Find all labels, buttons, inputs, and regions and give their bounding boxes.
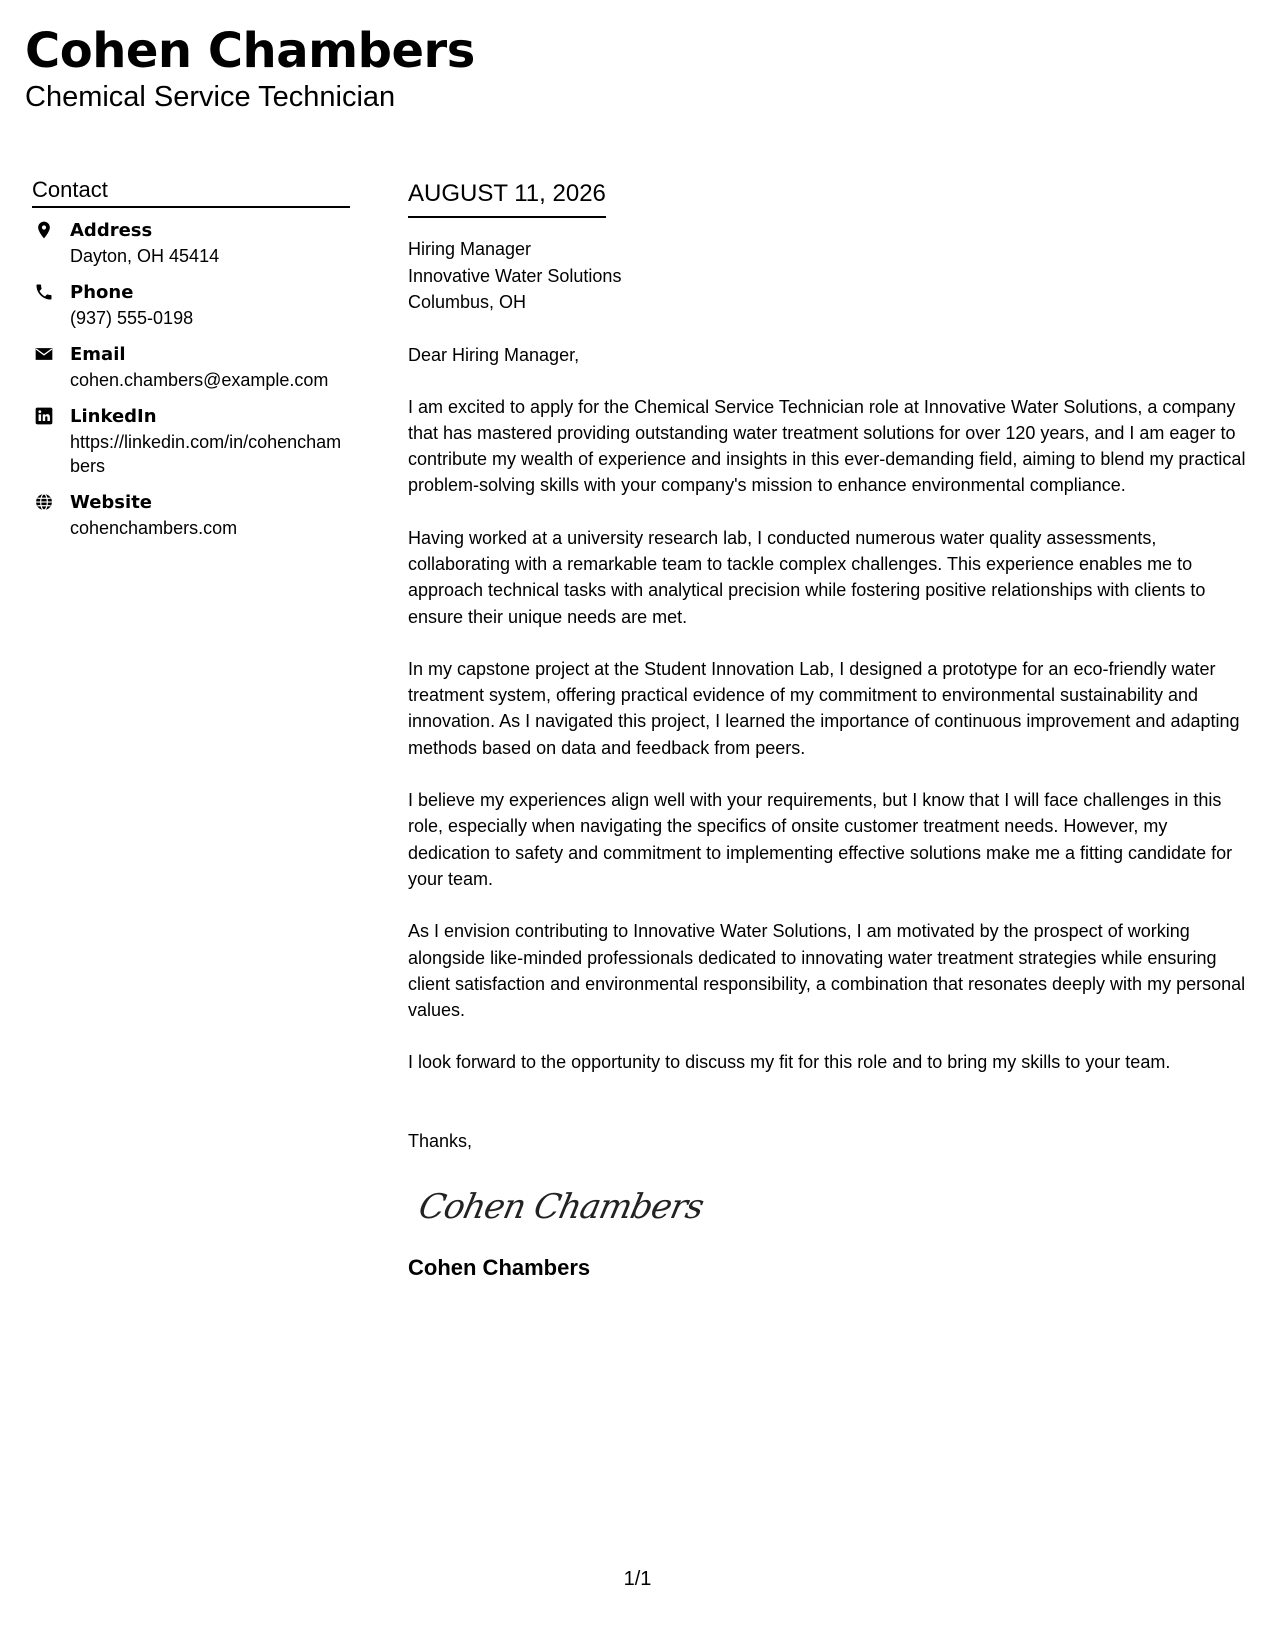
contact-item-address (32, 218, 350, 268)
contact-value-address: Dayton, OH 45414 (70, 246, 220, 266)
contact-label-website: Website (70, 492, 153, 513)
letter-date: AUGUST 11, 2026 (408, 180, 606, 207)
cover-letter-body (408, 178, 1248, 1282)
recipient-title: Hiring Manager (408, 239, 532, 259)
recipient-company: Innovative Water Solutions (408, 265, 622, 286)
contact-label-linkedin: LinkedIn (70, 406, 157, 427)
contact-item-website (32, 490, 350, 540)
contact-sidebar (32, 176, 350, 552)
envelope-icon (34, 344, 54, 364)
applicant-job-title: Chemical Service Technician (25, 81, 396, 113)
letter-paragraph: I am excited to apply for the Chemical Service Technician role at Innovative Water Solutions, a company that has mastered providing outstanding water treatment solutions for over 120 years, and I am eager to contribute my wealth of experience and insights in this ever-demanding field, aiming to blend my practical problem-solving skills with your company's mission to enhance environmental compliance. (408, 396, 1246, 496)
contact-value-phone: (937) 555-0198 (70, 308, 194, 328)
resume-header (25, 22, 475, 114)
contact-item-linkedin (32, 404, 350, 478)
salutation: Dear Hiring Manager, (408, 344, 580, 365)
letter-paragraph: As I envision contributing to Innovative Water Solutions, I am motivated by the prospect of working alongside like-minded professionals dedicated to innovating water treatment strategies while ensuring client satisfaction and environmental responsibility, a combination that resonates deeply with my personal values. (408, 921, 1246, 1021)
letter-closing: Thanks, (408, 1130, 473, 1151)
contact-label-address: Address (70, 220, 153, 241)
letter-paragraph: In my capstone project at the Student Innovation Lab, I designed a prototype for an eco-friendly water treatment system, offering practical evidence of my commitment to environmental sustainability and innovation. As I navigated this project, I learned the importance of continuous improvement and adapting methods based on data and feedback from peers. (408, 658, 1240, 758)
letter-paragraph: Having worked at a university research lab, I conducted numerous water quality assessments, collaborating with a remarkable team to tackle complex challenges. This experience enables me to approach technical tasks with analytical precision while fostering positive relationships with clients to ensure their unique needs are met. (408, 527, 1206, 627)
contact-value-email: cohen.chambers@example.com (70, 370, 329, 390)
letter-paragraph: I believe my experiences align well with your requirements, but I know that I will face challenges in this role, especially when navigating the specifics of onsite customer treatment needs. However, my dedication to safety and commitment to implementing effective solutions make me a fitting candidate for your team. (408, 790, 1233, 889)
map-pin-icon (34, 220, 54, 240)
contact-value-website[interactable]: cohenchambers.com (70, 518, 238, 538)
contact-item-email (32, 342, 350, 392)
page-number: 1/1 (623, 1568, 652, 1590)
handwritten-signature (416, 1176, 1248, 1236)
letter-date-wrapper (408, 178, 606, 218)
contact-value-linkedin[interactable]: https://linkedin.com/in/cohenchambers (70, 432, 342, 476)
applicant-name: Cohen Chambers (25, 23, 475, 79)
globe-icon (34, 492, 54, 512)
recipient-block (408, 236, 1248, 316)
letter-paragraph: I look forward to the opportunity to discuss my fit for this role and to bring my skills to your team. (408, 1052, 1171, 1073)
svg-text:Cohen Chambers: Cohen Chambers (415, 1187, 707, 1227)
linkedin-icon (34, 406, 54, 426)
signer-name: Cohen Chambers (408, 1254, 591, 1280)
contact-label-phone: Phone (70, 282, 134, 303)
recipient-location: Columbus, OH (408, 292, 527, 312)
contact-label-email: Email (70, 344, 126, 365)
contact-item-phone (32, 280, 350, 330)
phone-icon (34, 282, 54, 302)
contact-heading: Contact (32, 176, 350, 208)
